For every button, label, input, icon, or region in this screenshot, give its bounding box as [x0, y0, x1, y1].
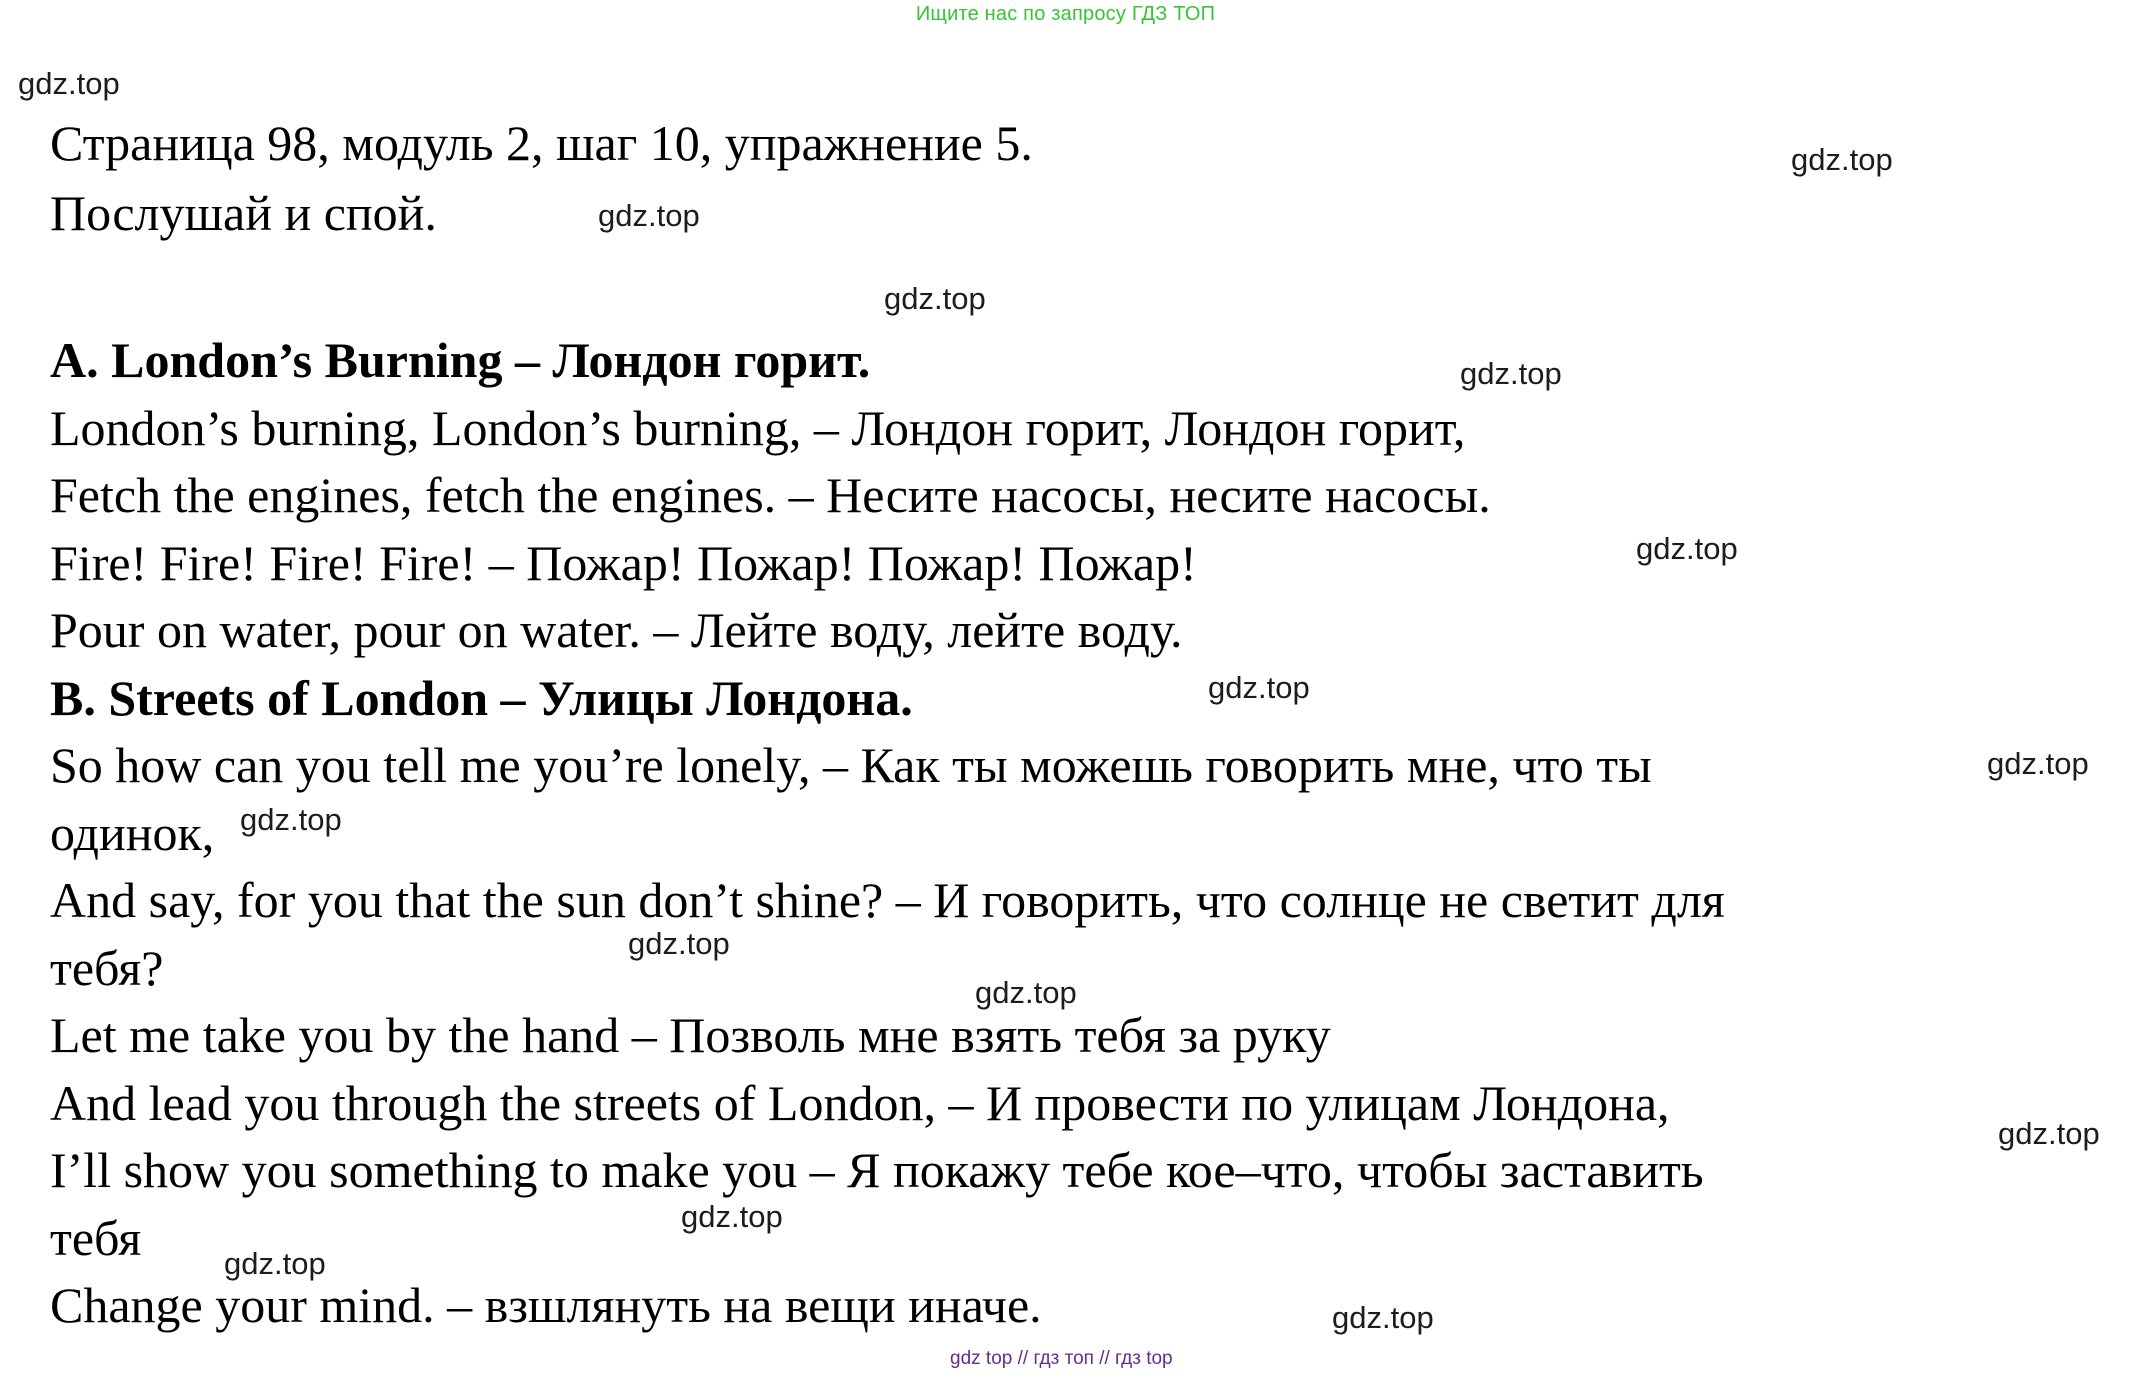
gdz-watermark: gdz.top — [1636, 531, 1738, 566]
song-line: Let me take you by the hand – Позволь мне взять тебя за руку — [50, 1007, 1331, 1063]
song-line: Fetch the engines, fetch the engines. – Несите насосы, несите насосы. — [50, 467, 1491, 523]
gdz-watermark: gdz.top — [681, 1199, 783, 1234]
exercise-header — [50, 108, 1033, 248]
gdz-watermark: gdz.top — [1208, 670, 1310, 705]
exercise-title: Страница 98, модуль 2, шаг 10, упражнение 5. — [50, 115, 1033, 171]
gdz-watermark: gdz.top — [975, 975, 1077, 1010]
song-line: одинок, — [50, 804, 215, 861]
gdz-watermark: gdz.top — [240, 802, 342, 837]
song-line: I’ll show you something to make you – Я покажу тебе кое–что, чтобы заставить — [50, 1142, 1704, 1198]
song-a-heading: A. London’s Burning – Лондон горит. — [50, 332, 871, 388]
song-b-heading: B. Streets of London – Улицы Лондона. — [50, 669, 913, 726]
gdz-watermark: gdz.top — [628, 926, 730, 961]
gdz-watermark: gdz.top — [1460, 356, 1562, 391]
song-line: And lead you through the streets of London, – И провести по улицам Лондона, — [50, 1074, 1670, 1131]
gdz-watermark: gdz.top — [598, 198, 700, 233]
song-line: тебя? — [50, 939, 164, 996]
song-line: Pour on water, pour on water. – Лейте воду, лейте воду. — [50, 602, 1183, 658]
song-line: And say, for you that the sun don’t shine? – И говорить, что солнце не светит для — [50, 872, 1725, 928]
gdz-watermark: gdz.top — [1998, 1116, 2100, 1151]
gdz-watermark: gdz.top — [18, 66, 120, 101]
gdz-watermark: gdz.top — [884, 281, 986, 316]
song-line: London’s burning, London’s burning, – Лондон горит, Лондон горит, — [50, 399, 1466, 456]
gdz-watermark: gdz.top — [224, 1246, 326, 1281]
song-line: So how can you tell me you’re lonely, – Как ты можешь говорить мне, что ты — [50, 737, 1652, 793]
song-line: Change your mind. – взшлянуть на вещи иначе. — [50, 1277, 1042, 1333]
song-line: тебя — [50, 1209, 142, 1266]
promo-banner: Ищите нас по запросу ГДЗ ТОП — [915, 3, 1216, 25]
gdz-watermark: gdz.top — [1332, 1300, 1434, 1335]
exercise-instruction: Послушай и спой. — [50, 185, 437, 241]
gdz-watermark: gdz.top — [1791, 142, 1893, 177]
gdz-watermark: gdz.top — [1987, 746, 2089, 781]
footer-tags: gdz top // гдз топ // гдз top — [950, 1348, 1173, 1369]
song-line: Fire! Fire! Fire! Fire! – Пожар! Пожар! Пожар! Пожар! — [50, 534, 1197, 591]
